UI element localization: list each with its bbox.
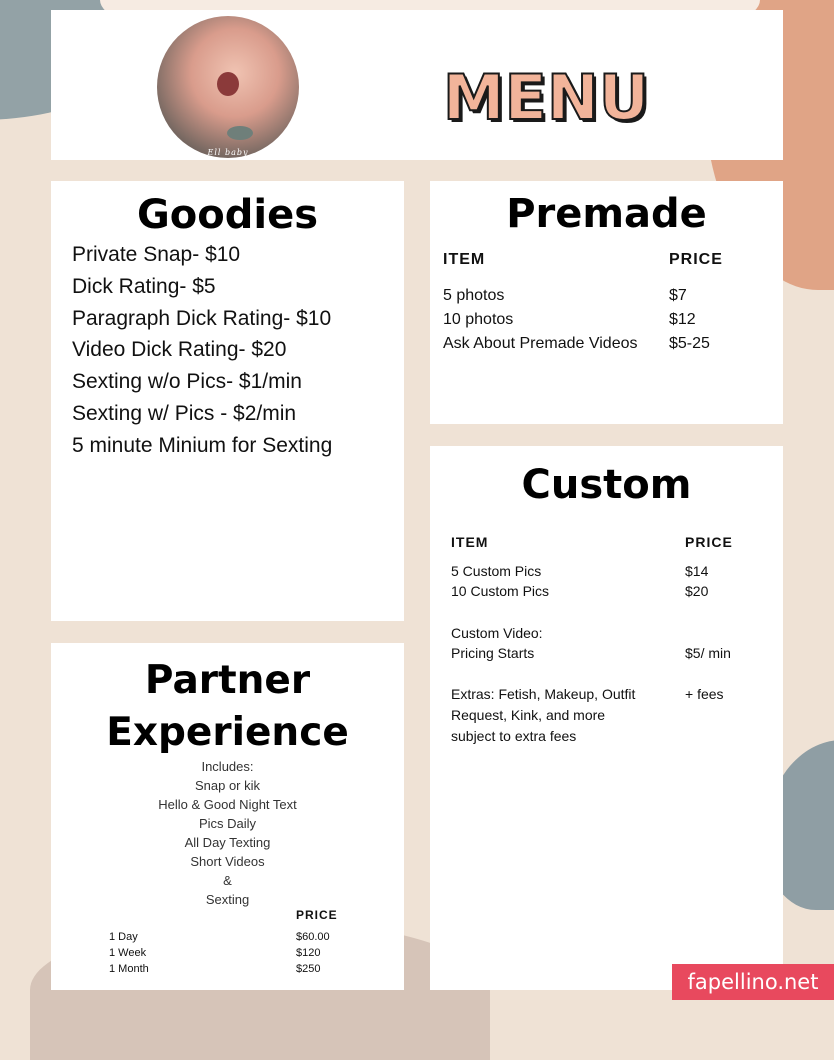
includes-item: Sexting (205, 892, 250, 907)
goodies-item: Sexting w/ Pics - $2/min (72, 401, 297, 425)
premade-price: $7 (669, 287, 687, 304)
avatar (157, 16, 299, 158)
goodies-item: Private Snap- $10 (72, 243, 241, 266)
partner-period: 1 Month (109, 963, 149, 975)
partner-includes (51, 757, 404, 909)
header-panel (51, 10, 783, 160)
premade-title: Premade (506, 191, 707, 237)
premade-item: 5 photos (443, 287, 505, 304)
partner-col-price: PRICE (296, 908, 338, 922)
goodies-item: Video Dick Rating- $20 (72, 338, 287, 362)
premade-col-price: PRICE (669, 251, 723, 268)
includes-item: & (223, 873, 232, 888)
goodies-title: Goodies (136, 192, 319, 238)
premade-price: $5-25 (669, 335, 710, 352)
custom-item: Request, Kink, and more (451, 707, 606, 723)
partner-title-line2: Experience (106, 710, 349, 755)
custom-item: Extras: Fetish, Makeup, Outfit (451, 686, 636, 702)
goodies-item: Dick Rating- $5 (72, 274, 216, 298)
custom-item: Pricing Starts (451, 645, 535, 661)
custom-item: subject to extra fees (451, 728, 577, 744)
custom-col-item: ITEM (451, 534, 489, 550)
partner-price: $60.00 (296, 931, 330, 943)
goodies-item: Paragraph Dick Rating- $10 (72, 306, 332, 330)
partner-price: $120 (296, 947, 321, 959)
premade-col-item: ITEM (443, 251, 486, 268)
custom-panel (430, 446, 783, 990)
watermark: fapellino.net (672, 964, 834, 1000)
partner-title-line1: Partner (144, 658, 311, 703)
custom-item: 5 Custom Pics (451, 563, 542, 579)
premade-panel (430, 181, 783, 424)
custom-col-price: PRICE (685, 534, 733, 550)
partner-title (51, 655, 404, 759)
avatar-tattoo (227, 126, 253, 140)
includes-item: Snap or kik (194, 778, 261, 793)
includes-item: Hello & Good Night Text (158, 797, 297, 812)
custom-title: Custom (521, 462, 692, 508)
goodies-item: 5 minute Minium for Sexting (72, 433, 333, 457)
custom-price: + fees (685, 686, 724, 702)
includes-item: Short Videos (190, 854, 265, 869)
partner-period: 1 Day (109, 931, 138, 943)
custom-price: $14 (685, 563, 709, 579)
premade-price: $12 (669, 311, 696, 328)
goodies-item: Sexting w/o Pics- $1/min (72, 370, 302, 394)
partner-price: $250 (296, 963, 321, 975)
premade-item: 10 photos (443, 311, 514, 328)
page-title: MENU (442, 61, 650, 134)
avatar-caption: Ell baby (207, 148, 249, 157)
partner-period: 1 Week (109, 947, 147, 959)
premade-item: Ask About Premade Videos (443, 335, 638, 352)
avatar-mouth (217, 72, 239, 96)
includes-item: All Day Texting (184, 835, 271, 850)
custom-price: $5/ min (685, 645, 731, 661)
goodies-panel (51, 181, 404, 621)
custom-price: $20 (685, 583, 709, 599)
custom-item: Custom Video: (451, 625, 543, 641)
includes-item: Includes: (201, 759, 254, 774)
partner-panel (51, 643, 404, 990)
goodies-list (72, 239, 332, 462)
custom-item: 10 Custom Pics (451, 583, 550, 599)
includes-item: Pics Daily (198, 816, 257, 831)
